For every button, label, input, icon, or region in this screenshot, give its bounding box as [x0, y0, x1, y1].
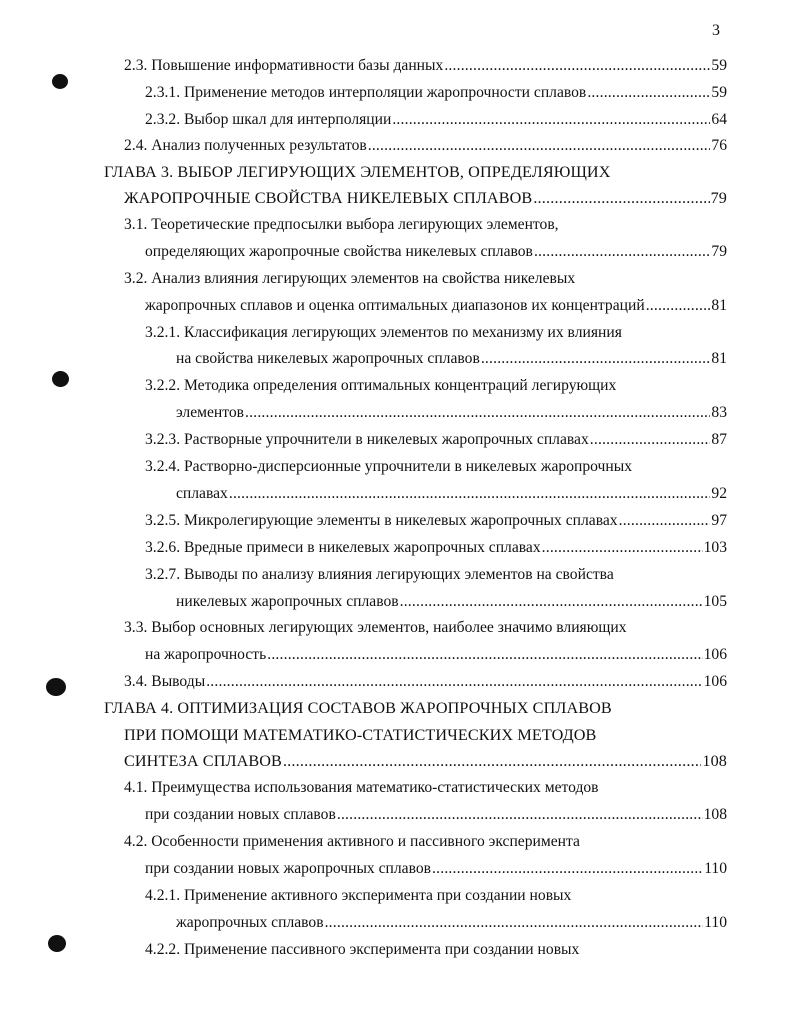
toc-page-number: 108 — [702, 752, 727, 770]
toc-chapter-line — [104, 698, 612, 718]
leader-dots — [432, 859, 703, 879]
toc-page-number: 106 — [703, 673, 727, 690]
toc-line — [145, 859, 727, 879]
toc-entry-text: при создании новых жаропрочных сплавов — [145, 860, 432, 877]
toc-line — [145, 323, 622, 343]
toc-entry-text: 2.4. Анализ полученных результатов — [124, 137, 367, 154]
leader-dots — [325, 913, 704, 933]
toc-line — [124, 136, 727, 156]
toc-page-number: 108 — [703, 806, 727, 823]
toc-line — [145, 296, 727, 316]
toc-entry-text: 3.2.4. Растворно-дисперсионные упрочнители в никелевых жаропрочных — [145, 458, 633, 475]
toc-line — [176, 592, 727, 612]
leader-dots — [245, 403, 710, 423]
leader-dots — [619, 511, 711, 531]
leader-dots — [368, 136, 711, 156]
toc-line — [145, 645, 727, 665]
toc-page-number: 92 — [711, 485, 727, 502]
toc-line — [145, 538, 727, 558]
toc-entry-text: 4.1. Преимущества использования математико-статистических методов — [124, 779, 599, 796]
toc-line — [145, 430, 727, 450]
leader-dots — [587, 83, 710, 103]
toc-entry-text: 3.2. Анализ влияния легирующих элементов на свойства никелевых — [124, 270, 576, 287]
toc-line — [124, 56, 727, 76]
leader-dots — [444, 56, 710, 76]
toc-line — [176, 403, 727, 423]
toc-entry-text: ПРИ ПОМОЩИ МАТЕМАТИКО-СТАТИСТИЧЕСКИХ МЕТОДОВ — [124, 726, 597, 744]
toc-entry-text: при создании новых сплавов — [145, 806, 336, 823]
toc-page-number: 106 — [703, 646, 727, 663]
toc-page-number: 87 — [711, 431, 727, 448]
page-number: 3 — [712, 22, 720, 39]
toc-line — [145, 805, 727, 825]
toc-line — [145, 376, 616, 396]
toc-page-number: 76 — [711, 137, 727, 154]
toc-page-number: 110 — [704, 914, 727, 931]
toc-line — [124, 778, 599, 798]
toc-entry-text: 3.2.3. Растворные упрочнители в никелевых жаропрочных сплавах — [145, 431, 589, 448]
toc-line — [124, 215, 559, 235]
toc-line — [124, 832, 580, 852]
toc-entry-text: жаропрочных сплавов — [176, 914, 324, 931]
leader-dots — [533, 188, 709, 208]
toc-entry-text: 4.2. Особенности применения активного и пассивного эксперимента — [124, 833, 580, 850]
toc-page-number: 97 — [711, 512, 727, 529]
toc-entry-text: жаропрочных сплавов и оценка оптимальных диапазонов их концентраций — [145, 297, 645, 314]
toc-page-number: 81 — [711, 297, 727, 314]
toc-entry-text: никелевых жаропрочных сплавов — [176, 593, 399, 610]
toc-entry-text: 3.4. Выводы — [124, 673, 206, 690]
toc-page-number: 103 — [703, 539, 727, 556]
toc-line — [145, 242, 727, 262]
toc-entry-text: ГЛАВА 3. ВЫБОР ЛЕГИРУЮЩИХ ЭЛЕМЕНТОВ, ОПРЕДЕЛЯЮЩИХ — [104, 163, 611, 181]
toc-line — [176, 349, 727, 369]
toc-entry-text: на свойства никелевых жаропрочных сплавов — [176, 350, 480, 367]
toc-entry-text: 4.2.2. Применение пассивного эксперимента при создании новых — [145, 941, 580, 958]
leader-dots — [400, 592, 703, 612]
toc-page-number: 79 — [711, 243, 727, 260]
leader-dots — [229, 484, 711, 504]
punch-hole-mark — [46, 678, 66, 696]
toc-entry-text: определяющих жаропрочные свойства никелевых сплавов — [145, 243, 533, 260]
toc-line — [145, 886, 571, 906]
leader-dots — [646, 296, 711, 316]
toc-entry-text: 2.3.1. Применение методов интерполяции жаропрочности сплавов — [145, 84, 587, 101]
leader-dots — [392, 110, 710, 130]
leader-dots — [206, 672, 702, 692]
punch-hole-mark — [52, 74, 68, 89]
toc-line — [176, 484, 727, 504]
leader-dots — [337, 805, 703, 825]
toc-line — [145, 457, 632, 477]
toc-entry-text: 3.2.7. Выводы по анализу влияния легирующих элементов на свойства — [145, 566, 614, 583]
toc-chapter-line — [124, 188, 727, 208]
toc-line — [145, 565, 614, 585]
toc-line — [124, 618, 627, 638]
toc-entry-text: СИНТЕЗА СПЛАВОВ — [124, 752, 282, 770]
toc-page-number: 64 — [711, 111, 727, 128]
toc-entry-text: ГЛАВА 4. ОПТИМИЗАЦИЯ СОСТАВОВ ЖАРОПРОЧНЫХ СПЛАВОВ — [104, 699, 612, 717]
toc-line — [145, 511, 727, 531]
toc-line — [145, 83, 727, 103]
toc-entry-text: 2.3. Повышение информативности базы данных — [124, 57, 444, 74]
toc-entry-text: ЖАРОПРОЧНЫЕ СВОЙСТВА НИКЕЛЕВЫХ СПЛАВОВ — [124, 189, 533, 207]
toc-entry-text: 3.3. Выбор основных легирующих элементов, наиболее значимо влияющих — [124, 619, 627, 636]
toc-entry-text: на жаропрочность — [145, 646, 267, 663]
toc-page-number: 79 — [710, 189, 727, 207]
toc-entry-text: 2.3.2. Выбор шкал для интерполяции — [145, 111, 392, 128]
toc-chapter-line — [104, 162, 611, 182]
toc-entry-text: 3.2.5. Микролегирующие элементы в никелевых жаропрочных сплавах — [145, 512, 618, 529]
toc-line — [124, 672, 727, 692]
toc-entry-text: 3.1. Теоретические предпосылки выбора легирующих элементов, — [124, 216, 559, 233]
toc-chapter-line — [124, 751, 727, 771]
leader-dots — [481, 349, 711, 369]
punch-hole-mark — [52, 371, 69, 387]
leader-dots — [534, 242, 710, 262]
toc-page-number: 83 — [711, 404, 727, 421]
toc-page-number: 59 — [711, 57, 727, 74]
leader-dots — [542, 538, 703, 558]
toc-entry-text: 3.2.2. Методика определения оптимальных концентраций легирующих — [145, 377, 617, 394]
toc-entry-text: 3.2.6. Вредные примеси в никелевых жаропрочных сплавах — [145, 539, 541, 556]
leader-dots — [283, 751, 701, 771]
leader-dots — [267, 645, 702, 665]
toc-entry-text: 4.2.1. Применение активного эксперимента при создании новых — [145, 887, 572, 904]
toc-page-number: 59 — [711, 84, 727, 101]
toc-page-number: 110 — [704, 860, 727, 877]
toc-entry-text: сплавах — [176, 485, 228, 502]
toc-entry-text: элементов — [176, 404, 245, 421]
toc-page-number: 105 — [703, 593, 727, 610]
toc-page-number: 81 — [711, 350, 727, 367]
punch-hole-mark — [48, 935, 66, 952]
toc-chapter-line — [124, 725, 596, 745]
toc-entry-text: 3.2.1. Классификация легирующих элементов по механизму их влияния — [145, 324, 622, 341]
toc-line — [124, 269, 575, 289]
toc-line — [176, 913, 727, 933]
toc-line — [145, 110, 727, 130]
leader-dots — [590, 430, 711, 450]
toc-line — [145, 940, 579, 960]
